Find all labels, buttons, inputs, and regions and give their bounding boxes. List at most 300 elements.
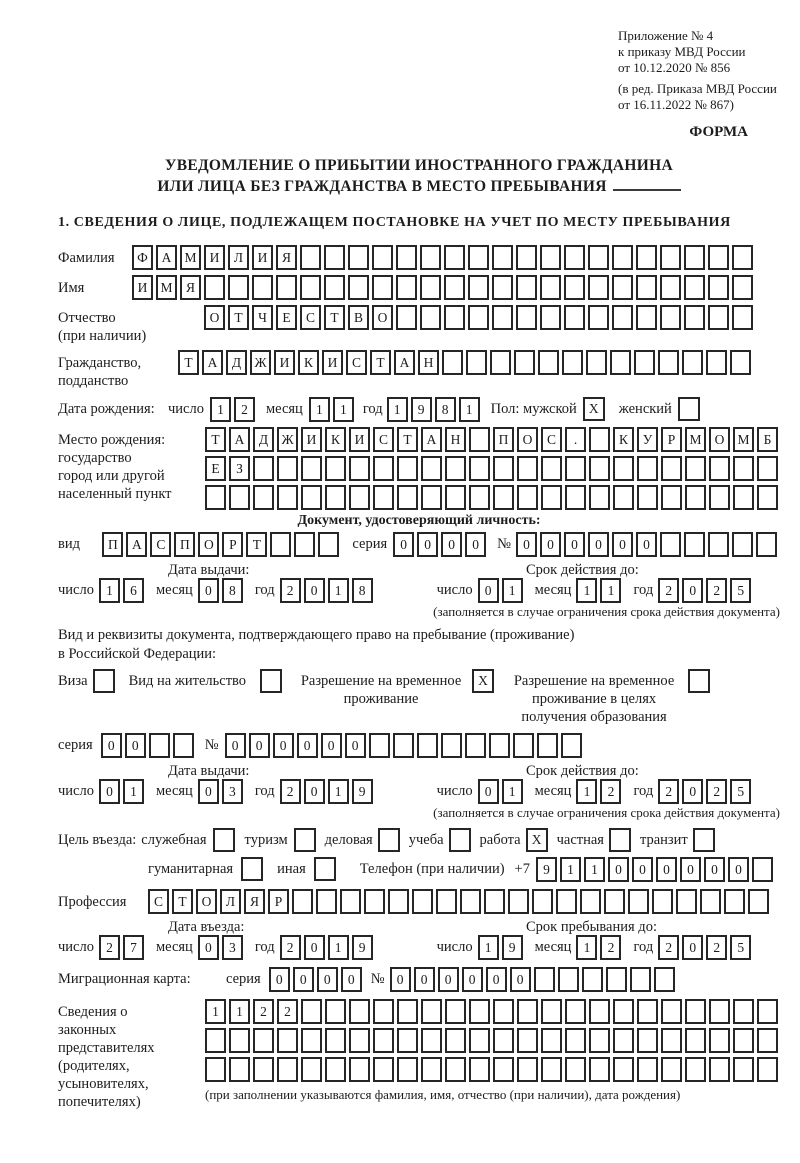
char-cell[interactable]: Ф — [132, 245, 153, 270]
char-cell[interactable] — [636, 305, 657, 330]
char-cell[interactable]: 2 — [280, 578, 301, 603]
char-cell[interactable]: 0 — [704, 857, 725, 882]
char-cell[interactable] — [756, 532, 777, 557]
char-cell[interactable]: К — [325, 427, 346, 452]
char-cell[interactable]: 1 — [309, 397, 330, 422]
char-cell[interactable] — [465, 733, 486, 758]
char-cell[interactable]: Т — [370, 350, 391, 375]
char-cell[interactable] — [565, 999, 586, 1024]
char-cell[interactable] — [442, 350, 463, 375]
char-cell[interactable]: 2 — [280, 935, 301, 960]
char-cell[interactable]: О — [204, 305, 225, 330]
char-cell[interactable] — [558, 967, 579, 992]
char-cell[interactable] — [421, 485, 442, 510]
char-cell[interactable] — [606, 967, 627, 992]
char-cell[interactable]: 1 — [502, 578, 523, 603]
char-cell[interactable] — [541, 1028, 562, 1053]
char-cell[interactable] — [484, 889, 505, 914]
char-cell[interactable] — [373, 999, 394, 1024]
char-cell[interactable]: 0 — [510, 967, 531, 992]
char-cell[interactable] — [373, 1057, 394, 1082]
char-cell[interactable] — [612, 245, 633, 270]
char-cell[interactable] — [388, 889, 409, 914]
char-cell[interactable] — [229, 485, 250, 510]
char-cell[interactable]: 2 — [277, 999, 298, 1024]
char-cell[interactable]: 0 — [441, 532, 462, 557]
char-cell[interactable] — [532, 889, 553, 914]
char-cell[interactable] — [700, 889, 721, 914]
char-cell[interactable] — [612, 305, 633, 330]
char-cell[interactable]: И — [274, 350, 295, 375]
char-cell[interactable] — [565, 456, 586, 481]
char-cell[interactable] — [349, 1028, 370, 1053]
char-cell[interactable]: И — [252, 245, 273, 270]
char-cell[interactable]: 5 — [730, 779, 751, 804]
char-cell[interactable]: 0 — [540, 532, 561, 557]
char-cell[interactable] — [397, 485, 418, 510]
char-cell[interactable] — [708, 245, 729, 270]
char-cell[interactable]: 9 — [536, 857, 557, 882]
char-cell[interactable]: 2 — [658, 578, 679, 603]
char-cell[interactable]: 0 — [269, 967, 290, 992]
char-cell[interactable]: С — [541, 427, 562, 452]
char-cell[interactable] — [589, 999, 610, 1024]
char-cell[interactable]: 0 — [321, 733, 342, 758]
char-cell[interactable] — [637, 1057, 658, 1082]
char-cell[interactable]: С — [148, 889, 169, 914]
char-cell[interactable] — [660, 245, 681, 270]
char-cell[interactable]: С — [300, 305, 321, 330]
char-cell[interactable] — [468, 245, 489, 270]
char-cell[interactable]: Д — [253, 427, 274, 452]
char-cell[interactable] — [684, 305, 705, 330]
char-cell[interactable]: 7 — [123, 935, 144, 960]
char-cell[interactable] — [301, 999, 322, 1024]
char-cell[interactable]: А — [126, 532, 147, 557]
char-cell[interactable]: О — [198, 532, 219, 557]
char-cell[interactable]: П — [102, 532, 123, 557]
char-cell[interactable]: 0 — [588, 532, 609, 557]
char-cell[interactable] — [301, 1028, 322, 1053]
char-cell[interactable]: 8 — [222, 578, 243, 603]
char-cell[interactable] — [684, 245, 705, 270]
char-cell[interactable]: 0 — [632, 857, 653, 882]
char-cell[interactable] — [637, 1028, 658, 1053]
char-cell[interactable]: 0 — [682, 779, 703, 804]
char-cell[interactable]: 2 — [706, 779, 727, 804]
char-cell[interactable]: К — [613, 427, 634, 452]
char-cell[interactable]: 9 — [352, 779, 373, 804]
char-cell[interactable] — [564, 275, 585, 300]
char-cell[interactable] — [589, 1057, 610, 1082]
char-cell[interactable] — [417, 733, 438, 758]
char-cell[interactable] — [748, 889, 769, 914]
char-cell[interactable] — [466, 350, 487, 375]
char-cell[interactable]: И — [132, 275, 153, 300]
char-cell[interactable] — [412, 889, 433, 914]
char-cell[interactable] — [732, 532, 753, 557]
char-cell[interactable]: 0 — [101, 733, 122, 758]
char-cell[interactable] — [420, 275, 441, 300]
sex-male-checkbox[interactable]: X — [583, 397, 605, 421]
char-cell[interactable] — [277, 485, 298, 510]
char-cell[interactable]: 0 — [198, 578, 219, 603]
char-cell[interactable]: А — [156, 245, 177, 270]
visa-checkbox[interactable] — [93, 669, 115, 693]
char-cell[interactable] — [349, 485, 370, 510]
char-cell[interactable]: А — [421, 427, 442, 452]
char-cell[interactable] — [661, 1028, 682, 1053]
char-cell[interactable] — [541, 999, 562, 1024]
char-cell[interactable] — [565, 1057, 586, 1082]
char-cell[interactable] — [630, 967, 651, 992]
char-cell[interactable] — [589, 485, 610, 510]
char-cell[interactable] — [277, 1057, 298, 1082]
char-cell[interactable] — [441, 733, 462, 758]
purpose-study-checkbox[interactable] — [449, 828, 471, 852]
char-cell[interactable]: М — [685, 427, 706, 452]
char-cell[interactable] — [373, 1028, 394, 1053]
char-cell[interactable] — [541, 1057, 562, 1082]
char-cell[interactable] — [513, 733, 534, 758]
char-cell[interactable]: 0 — [414, 967, 435, 992]
char-cell[interactable]: Т — [324, 305, 345, 330]
char-cell[interactable] — [636, 245, 657, 270]
char-cell[interactable] — [493, 456, 514, 481]
char-cell[interactable] — [492, 275, 513, 300]
char-cell[interactable]: И — [301, 427, 322, 452]
char-cell[interactable]: 0 — [656, 857, 677, 882]
purpose-work-checkbox[interactable]: X — [526, 828, 548, 852]
char-cell[interactable]: 2 — [600, 779, 621, 804]
sex-female-checkbox[interactable] — [678, 397, 700, 421]
char-cell[interactable] — [468, 275, 489, 300]
char-cell[interactable] — [637, 456, 658, 481]
char-cell[interactable] — [421, 1028, 442, 1053]
char-cell[interactable] — [253, 456, 274, 481]
char-cell[interactable] — [580, 889, 601, 914]
char-cell[interactable] — [732, 305, 753, 330]
char-cell[interactable] — [421, 456, 442, 481]
char-cell[interactable]: 0 — [393, 532, 414, 557]
char-cell[interactable]: 2 — [280, 779, 301, 804]
char-cell[interactable] — [300, 275, 321, 300]
char-cell[interactable]: Р — [222, 532, 243, 557]
char-cell[interactable]: К — [298, 350, 319, 375]
char-cell[interactable] — [492, 245, 513, 270]
char-cell[interactable] — [508, 889, 529, 914]
char-cell[interactable]: 1 — [387, 397, 408, 422]
char-cell[interactable]: И — [349, 427, 370, 452]
char-cell[interactable] — [637, 485, 658, 510]
char-cell[interactable] — [253, 1028, 274, 1053]
char-cell[interactable] — [517, 456, 538, 481]
char-cell[interactable] — [733, 456, 754, 481]
char-cell[interactable] — [517, 485, 538, 510]
char-cell[interactable] — [325, 485, 346, 510]
char-cell[interactable] — [654, 967, 675, 992]
char-cell[interactable] — [493, 1028, 514, 1053]
char-cell[interactable]: 1 — [576, 578, 597, 603]
char-cell[interactable] — [628, 889, 649, 914]
char-cell[interactable]: 0 — [478, 578, 499, 603]
char-cell[interactable] — [733, 999, 754, 1024]
residence-permit-checkbox[interactable] — [260, 669, 282, 693]
char-cell[interactable] — [541, 456, 562, 481]
char-cell[interactable] — [604, 889, 625, 914]
char-cell[interactable] — [661, 999, 682, 1024]
char-cell[interactable]: 5 — [730, 578, 751, 603]
purpose-private-checkbox[interactable] — [609, 828, 631, 852]
char-cell[interactable] — [685, 456, 706, 481]
char-cell[interactable] — [540, 245, 561, 270]
char-cell[interactable] — [676, 889, 697, 914]
char-cell[interactable]: Ж — [277, 427, 298, 452]
char-cell[interactable] — [369, 733, 390, 758]
char-cell[interactable] — [253, 1057, 274, 1082]
char-cell[interactable] — [173, 733, 194, 758]
char-cell[interactable]: 1 — [584, 857, 605, 882]
char-cell[interactable]: О — [517, 427, 538, 452]
char-cell[interactable] — [661, 1057, 682, 1082]
purpose-humanitarian-checkbox[interactable] — [241, 857, 263, 881]
char-cell[interactable]: 5 — [730, 935, 751, 960]
char-cell[interactable]: 2 — [706, 578, 727, 603]
char-cell[interactable]: 0 — [304, 779, 325, 804]
char-cell[interactable]: 0 — [317, 967, 338, 992]
char-cell[interactable]: Р — [268, 889, 289, 914]
char-cell[interactable] — [493, 999, 514, 1024]
char-cell[interactable]: Т — [178, 350, 199, 375]
char-cell[interactable]: 1 — [478, 935, 499, 960]
char-cell[interactable] — [300, 245, 321, 270]
char-cell[interactable] — [709, 456, 730, 481]
char-cell[interactable]: 0 — [99, 779, 120, 804]
char-cell[interactable] — [540, 275, 561, 300]
char-cell[interactable] — [708, 275, 729, 300]
char-cell[interactable] — [538, 350, 559, 375]
char-cell[interactable]: 0 — [682, 578, 703, 603]
char-cell[interactable] — [397, 1057, 418, 1082]
char-cell[interactable] — [228, 275, 249, 300]
char-cell[interactable]: 1 — [328, 779, 349, 804]
char-cell[interactable]: А — [202, 350, 223, 375]
char-cell[interactable]: 0 — [438, 967, 459, 992]
char-cell[interactable]: 2 — [253, 999, 274, 1024]
char-cell[interactable]: 8 — [352, 578, 373, 603]
char-cell[interactable] — [301, 1057, 322, 1082]
char-cell[interactable] — [709, 1057, 730, 1082]
char-cell[interactable] — [561, 733, 582, 758]
char-cell[interactable] — [445, 999, 466, 1024]
char-cell[interactable]: 0 — [198, 779, 219, 804]
char-cell[interactable]: Т — [172, 889, 193, 914]
char-cell[interactable] — [421, 1057, 442, 1082]
char-cell[interactable] — [348, 245, 369, 270]
char-cell[interactable]: О — [709, 427, 730, 452]
char-cell[interactable]: 0 — [564, 532, 585, 557]
char-cell[interactable] — [396, 275, 417, 300]
char-cell[interactable] — [397, 1028, 418, 1053]
char-cell[interactable]: 1 — [600, 578, 621, 603]
char-cell[interactable] — [516, 275, 537, 300]
purpose-tourism-checkbox[interactable] — [294, 828, 316, 852]
char-cell[interactable] — [541, 485, 562, 510]
char-cell[interactable]: 0 — [612, 532, 633, 557]
char-cell[interactable] — [149, 733, 170, 758]
char-cell[interactable] — [636, 275, 657, 300]
char-cell[interactable]: З — [229, 456, 250, 481]
char-cell[interactable] — [586, 350, 607, 375]
char-cell[interactable] — [565, 485, 586, 510]
char-cell[interactable] — [660, 275, 681, 300]
char-cell[interactable]: Б — [757, 427, 778, 452]
char-cell[interactable] — [324, 275, 345, 300]
char-cell[interactable] — [733, 485, 754, 510]
char-cell[interactable] — [229, 1057, 250, 1082]
char-cell[interactable] — [634, 350, 655, 375]
char-cell[interactable]: С — [346, 350, 367, 375]
char-cell[interactable]: 0 — [728, 857, 749, 882]
char-cell[interactable]: 2 — [706, 935, 727, 960]
char-cell[interactable] — [757, 999, 778, 1024]
char-cell[interactable]: Н — [418, 350, 439, 375]
char-cell[interactable]: 0 — [297, 733, 318, 758]
char-cell[interactable] — [253, 485, 274, 510]
char-cell[interactable]: М — [180, 245, 201, 270]
char-cell[interactable] — [757, 1028, 778, 1053]
char-cell[interactable] — [325, 456, 346, 481]
char-cell[interactable] — [588, 275, 609, 300]
char-cell[interactable]: 3 — [222, 935, 243, 960]
char-cell[interactable]: 3 — [222, 779, 243, 804]
char-cell[interactable] — [684, 275, 705, 300]
char-cell[interactable]: А — [394, 350, 415, 375]
char-cell[interactable]: С — [373, 427, 394, 452]
char-cell[interactable] — [757, 456, 778, 481]
char-cell[interactable]: 0 — [225, 733, 246, 758]
char-cell[interactable] — [724, 889, 745, 914]
char-cell[interactable]: 0 — [125, 733, 146, 758]
char-cell[interactable] — [684, 532, 705, 557]
char-cell[interactable] — [445, 456, 466, 481]
char-cell[interactable] — [493, 485, 514, 510]
char-cell[interactable] — [444, 245, 465, 270]
purpose-business-checkbox[interactable] — [213, 828, 235, 852]
char-cell[interactable] — [204, 275, 225, 300]
char-cell[interactable] — [420, 245, 441, 270]
char-cell[interactable]: 2 — [600, 935, 621, 960]
char-cell[interactable] — [277, 456, 298, 481]
char-cell[interactable] — [420, 305, 441, 330]
char-cell[interactable] — [613, 485, 634, 510]
char-cell[interactable] — [276, 275, 297, 300]
char-cell[interactable] — [373, 485, 394, 510]
char-cell[interactable] — [709, 485, 730, 510]
char-cell[interactable] — [436, 889, 457, 914]
char-cell[interactable]: Р — [661, 427, 682, 452]
char-cell[interactable] — [540, 305, 561, 330]
char-cell[interactable]: Е — [276, 305, 297, 330]
char-cell[interactable]: 0 — [516, 532, 537, 557]
char-cell[interactable] — [613, 1057, 634, 1082]
char-cell[interactable] — [490, 350, 511, 375]
char-cell[interactable] — [469, 456, 490, 481]
char-cell[interactable] — [562, 350, 583, 375]
char-cell[interactable] — [301, 485, 322, 510]
char-cell[interactable]: Ч — [252, 305, 273, 330]
char-cell[interactable]: 2 — [234, 397, 255, 422]
char-cell[interactable] — [469, 427, 490, 452]
char-cell[interactable] — [612, 275, 633, 300]
char-cell[interactable] — [469, 999, 490, 1024]
char-cell[interactable] — [589, 456, 610, 481]
char-cell[interactable]: 9 — [411, 397, 432, 422]
char-cell[interactable] — [444, 305, 465, 330]
char-cell[interactable]: 0 — [345, 733, 366, 758]
char-cell[interactable] — [325, 1057, 346, 1082]
char-cell[interactable] — [564, 245, 585, 270]
char-cell[interactable] — [516, 245, 537, 270]
char-cell[interactable] — [270, 532, 291, 557]
char-cell[interactable]: М — [156, 275, 177, 300]
char-cell[interactable] — [709, 999, 730, 1024]
char-cell[interactable] — [397, 999, 418, 1024]
char-cell[interactable] — [556, 889, 577, 914]
char-cell[interactable]: 0 — [304, 935, 325, 960]
char-cell[interactable] — [445, 1028, 466, 1053]
char-cell[interactable] — [421, 999, 442, 1024]
char-cell[interactable] — [325, 1028, 346, 1053]
char-cell[interactable] — [445, 1057, 466, 1082]
char-cell[interactable] — [205, 1057, 226, 1082]
char-cell[interactable] — [582, 967, 603, 992]
char-cell[interactable]: 1 — [560, 857, 581, 882]
char-cell[interactable]: Е — [205, 456, 226, 481]
temporary-residence-education-checkbox[interactable] — [688, 669, 710, 693]
char-cell[interactable] — [757, 1057, 778, 1082]
char-cell[interactable]: М — [733, 427, 754, 452]
char-cell[interactable]: Л — [220, 889, 241, 914]
char-cell[interactable]: Ж — [250, 350, 271, 375]
char-cell[interactable] — [460, 889, 481, 914]
char-cell[interactable]: 0 — [486, 967, 507, 992]
char-cell[interactable]: Д — [226, 350, 247, 375]
purpose-transit-checkbox[interactable] — [693, 828, 715, 852]
char-cell[interactable]: О — [372, 305, 393, 330]
char-cell[interactable] — [469, 1028, 490, 1053]
char-cell[interactable] — [517, 1028, 538, 1053]
char-cell[interactable] — [757, 485, 778, 510]
char-cell[interactable]: 0 — [273, 733, 294, 758]
char-cell[interactable]: П — [174, 532, 195, 557]
char-cell[interactable]: 2 — [99, 935, 120, 960]
char-cell[interactable]: 1 — [576, 935, 597, 960]
char-cell[interactable] — [348, 275, 369, 300]
char-cell[interactable]: 1 — [333, 397, 354, 422]
char-cell[interactable]: 0 — [198, 935, 219, 960]
char-cell[interactable]: 1 — [328, 578, 349, 603]
char-cell[interactable]: Т — [228, 305, 249, 330]
char-cell[interactable] — [637, 999, 658, 1024]
char-cell[interactable] — [324, 245, 345, 270]
char-cell[interactable]: 0 — [390, 967, 411, 992]
char-cell[interactable] — [517, 1057, 538, 1082]
char-cell[interactable]: Я — [180, 275, 201, 300]
char-cell[interactable] — [396, 245, 417, 270]
purpose-commercial-checkbox[interactable] — [378, 828, 400, 852]
char-cell[interactable]: И — [322, 350, 343, 375]
